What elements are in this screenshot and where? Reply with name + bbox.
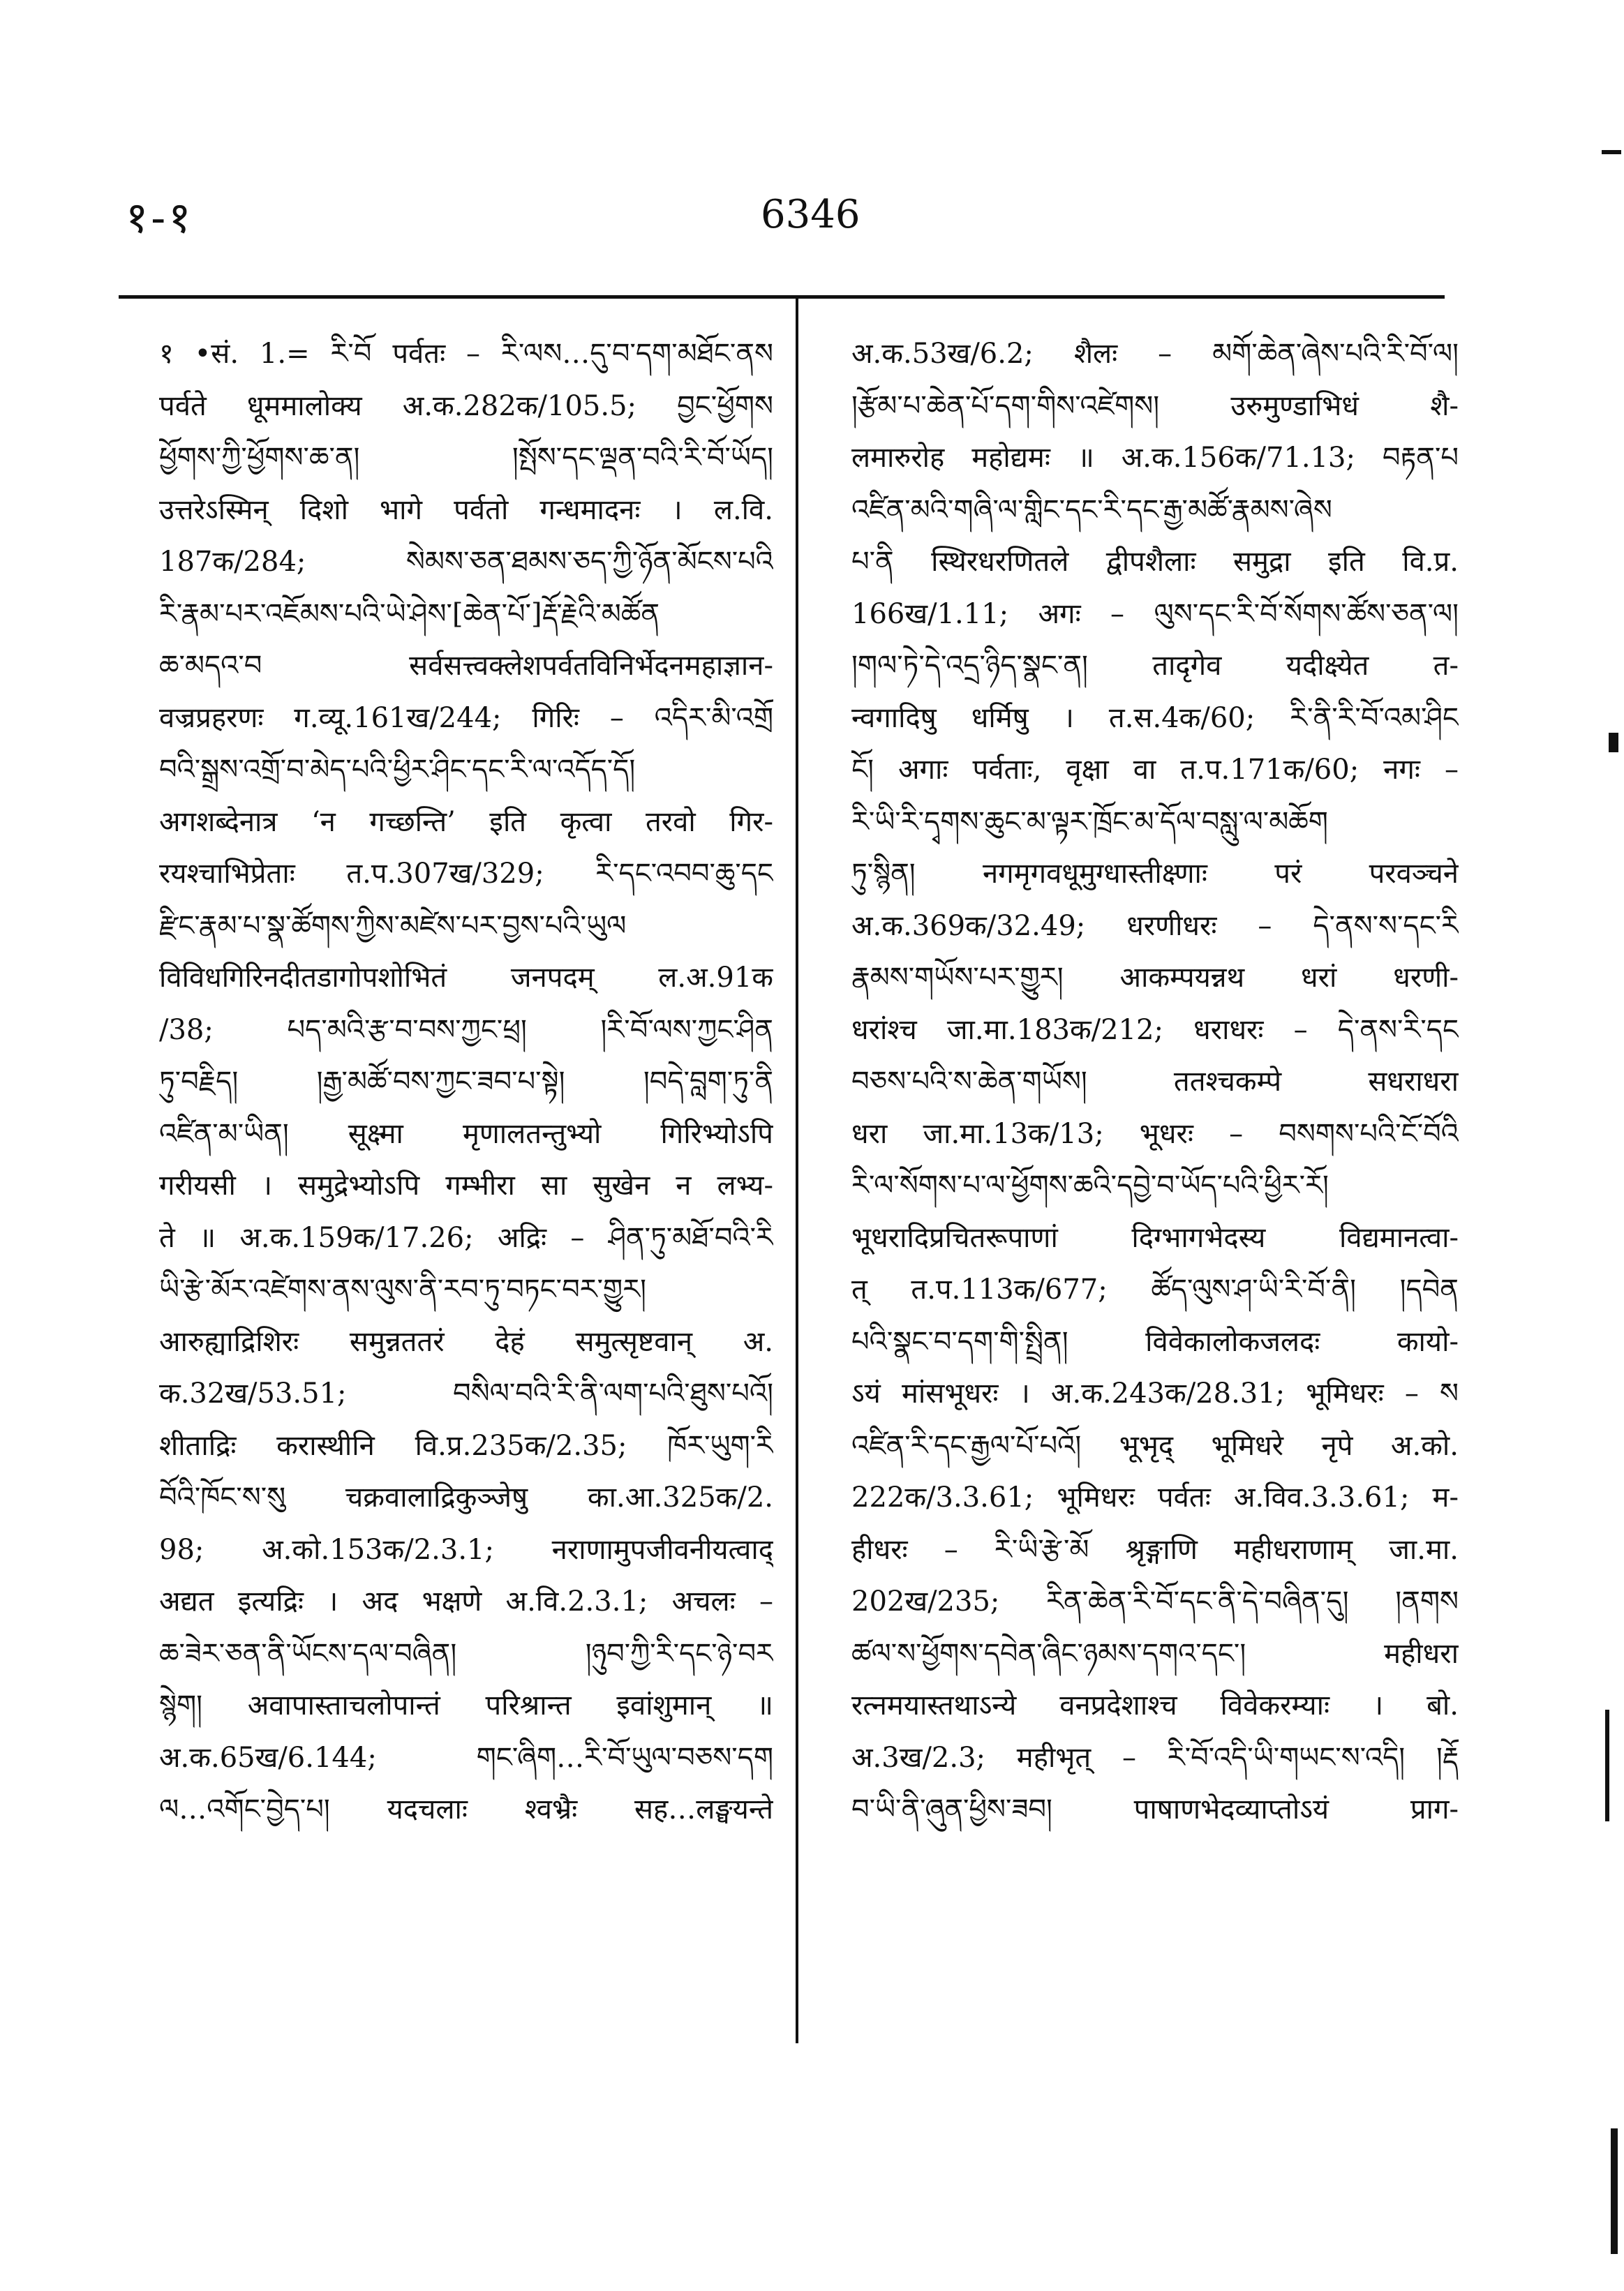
- text-line: 98; अ.को.153क/2.3.1; नराणामुपजीवनीयत्वाद्: [159, 1533, 773, 1566]
- text-line: अद्यत इत्यद्रिः । अद भक्षणे अ.वि.2.3.1; अचलः –: [159, 1585, 773, 1618]
- header-rule: [119, 295, 1445, 299]
- text-line: 222क/3.3.61; भूमिधरः पर्वतः अ.विव.3.3.61; म-: [851, 1482, 1459, 1514]
- text-line: रयश्चाभिप्रेताः त.प.307ख/329; རི་དང་འབབ་ཆུ་དང: [159, 858, 773, 890]
- text-line: अ.क.53ख/6.2; शैलः – མགོ་ཆེན་ཞེས་པའི་རི་བོ་ལ།: [851, 338, 1459, 370]
- text-line: པ་ནི स्थिरधरणितले द्वीपशैलाः समुद्रा इति वि.प्र.: [851, 546, 1459, 578]
- text-line: ཡི་རྩེ་མོར་འཛེགས་ནས་ལུས་ནི་རབ་ཏུ་བཏང་བར་གྱུར།: [159, 1274, 646, 1306]
- text-line: །རྩོམ་པ་ཆེན་པོ་དག་གིས་འཛེགས། उरुमुण्डाभिधं शै-: [851, 389, 1459, 422]
- text-line: 187क/284; སེམས་ཅན་ཐམས་ཅད་ཀྱི་ཉོན་མོངས་པའི: [159, 546, 773, 578]
- text-line: १ •सं. 1.= རི་བོ पर्वतः – རི་ལས…དུ་བ་དག་མཐོང་ནས: [159, 338, 773, 370]
- text-line: ཚལ་ས་ཕྱོགས་དབེན་ཞིང་ཉམས་དགའ་དང་། महीधरा: [851, 1637, 1459, 1670]
- text-line: 166ख/1.11; अगः – ལུས་དང་རི་བོ་སོགས་ཚོས་ཅན་ལ།: [851, 597, 1459, 630]
- text-line: ते ॥ अ.क.159क/17.26; अद्रिः – ཤིན་ཏུ་མཐོ་བའི་རི: [159, 1221, 773, 1254]
- text-line: ཆ་ཟེར་ཅན་ནི་ཡོངས་དལ་བཞིན། །ཉུབ་ཀྱི་རི་དང་ཉེ་བར: [159, 1637, 773, 1670]
- text-line: /38; པད་མའི་རྩ་བ་བས་ཀྱང་ཕྲ། །རི་བོ་ལས་ཀྱང་ཤིན: [159, 1013, 773, 1046]
- text-line: རི་ལ་སོགས་པ་ལ་ཕྱོགས་ཆའི་དབྱེ་བ་ཡོད་པའི་ཕྱིར་རོ།: [851, 1170, 1329, 1202]
- text-line: བའི་སྒྲས་འགྲོ་བ་མེད་པའི་ཕྱིར་ཤིང་དང་རི་ལ་འདོད་དོ།: [159, 754, 636, 786]
- text-line: སྙེག། अवापास्ताचलोपान्तं परिश्रान्त इवांशुमान् ॥: [159, 1689, 773, 1722]
- text-line: लमारुरोह महोद्यमः ॥ अ.क.156क/71.13; བརྟན་པ: [851, 442, 1459, 474]
- text-line: རི་ཡི་རི་དྭགས་ཆུང་མ་ལྟར་ཁྲོང་མ་དོལ་བསླུ་ལ་མཆོག: [851, 805, 1328, 838]
- text-line: འཛིན་རི་དང་རྒྱལ་པོ་པའོ། भूभृद् भूमिधरे नृपे अ.को.: [851, 1429, 1459, 1462]
- text-line: विविधगिरिनदीतडागोपशोभितं जनपदम् ल.अ.91क: [159, 962, 773, 994]
- header-page-range: १-१: [126, 192, 194, 243]
- text-line: न्वगादिषु धर्मिषु । त.स.4क/60; རི་ནི་རི་བོ་འམ་ཤིང: [851, 701, 1459, 734]
- text-line: शीताद्रिः करास्थीनि वि.प्र.235क/2.35; ཁོར་ཡུག་རི: [159, 1429, 773, 1462]
- text-line: 202ख/235; རིན་ཆེན་རི་བོ་དང་ནི་དེ་བཞིན་དུ། །ནགས: [851, 1585, 1459, 1618]
- text-line: རྫིང་རྣམ་པ་སྣ་ཚོགས་ཀྱིས་མཛེས་པར་བྱས་པའི་ཡུལ: [159, 909, 627, 942]
- text-line: क.32ख/53.51; བསིལ་བའི་རི་ནི་ལག་པའི་ཐུས་པའོ།: [159, 1378, 773, 1410]
- text-line: अ.3ख/2.3; महीभृत् – རི་བོ་འདི་ཡི་གཡང་ས་འདི། །རྡོ: [851, 1741, 1459, 1774]
- scan-edge-mark: [1609, 733, 1618, 752]
- text-line: བོའི་ཁོང་ས་སུ चक्रवालाद्रिकुञ्जेषु का.आ.325क/2.: [159, 1482, 773, 1514]
- text-line: पर्वते धूममालोक्य अ.क.282क/105.5; བྱང་ཕྱོགས: [159, 389, 773, 422]
- text-line: ཏུ་སྙིན། नगमृगवधूमुग्धास्तीक्ष्णाः परं परवञ्चने: [851, 858, 1459, 890]
- right-column: [851, 328, 1459, 1836]
- text-line: गरीयसी । समुद्रेभ्योऽपि गम्भीरा सा सुखेन न लभ्य-: [159, 1170, 773, 1202]
- text-line: त् त.प.113क/677; ཚོད་ལུས་ཤ་ཡི་རི་བོ་ནི། །དབེན: [851, 1274, 1459, 1306]
- text-line: འཛིན་མའི་གཞི་ལ་གླིང་དང་རི་དང་རྒྱ་མཚོ་རྣམས་ཞེས: [851, 493, 1332, 526]
- scan-edge-mark: [1611, 2128, 1618, 2254]
- text-line: धरा जा.मा.13क/13; भूधरः – བསགས་པའི་ངོ་བོའི: [851, 1117, 1459, 1150]
- text-line: रत्नमयास्तथाऽन्ये वनप्रदेशाश्च विवेकरम्याः । बो.: [851, 1689, 1459, 1722]
- text-line: བ་ཡི་ནི་ཞུན་ཕྱིས་ཟབ། पाषाणभेदव्याप्तोऽयं प्राग-: [851, 1793, 1459, 1826]
- text-line: རི་རྣམ་པར་འཇོམས་པའི་ཡེ་ཤེས་[ཆེན་པོ་]རྡོ་རྗེའི་མཚོན: [159, 597, 660, 630]
- text-line: हीधरः – རི་ཡི་རྩེ་མོ श्रृङ्गाणि महीधराणाम् जा.मा.: [851, 1533, 1459, 1566]
- text-line: ཕྱོགས་ཀྱི་ཕྱོགས་ཆ་ན། །སྤོས་དང་ལྡན་བའི་རི་བོ་ཡོད།: [159, 442, 773, 474]
- text-line: ལ…འགོང་བྱེད་པ། यदचलाः श्वभ्रैः सह…लङ्घयन्ते: [159, 1793, 773, 1826]
- text-line: अ.क.65ख/6.144; གང་ཞིག…རི་བོ་ཡུལ་བཅས་དག: [159, 1741, 773, 1774]
- scan-edge-mark: [1602, 150, 1621, 154]
- text-line: वज्रप्रहरणः ग.व्यू.161ख/244; गिरिः – འདིར་མི་འགྲོ: [159, 701, 773, 734]
- text-line: धरांश्च जा.मा.183क/212; धराधरः – དེ་ནས་རི་དང: [851, 1013, 1459, 1046]
- scan-edge-mark: [1605, 1710, 1609, 1821]
- text-line: अ.क.369क/32.49; धरणीधरः – དེ་ནས་ས་དང་རི: [851, 909, 1459, 942]
- left-column: [159, 328, 773, 1836]
- column-divider: [796, 299, 798, 2043]
- text-line: འཛིན་མ་ཡིན། सूक्ष्मा मृणालतन्तुभ्यो गिरिभ्योऽपि: [159, 1117, 773, 1150]
- text-line: आरुह्याद्रिशिरः समुन्नततरं देहं समुत्सृष्टवान् अ.: [159, 1325, 773, 1358]
- page-number: 6346: [761, 192, 861, 237]
- text-line: ཏུ་བརྗིད། །རྒྱ་མཚོ་བས་ཀྱང་ཟབ་པ་སྟེ། །བདེ་བླག་ཏུ་ནི: [159, 1066, 773, 1098]
- text-line: ངོ། अगाः पर्वताः, वृक्षा वा त.प.171क/60; नगः –: [851, 754, 1459, 786]
- text-line: उत्तरेऽस्मिन् दिशो भागे पर्वतो गन्धमादनः । ल.वि.: [159, 493, 773, 526]
- text-line: །གལ་ཏེ་དེ་འདྲ་ཉིད་སྣང་ན། तादृगेव यदीक्ष्येत त-: [851, 650, 1459, 682]
- text-line: བཅས་པའི་ས་ཆེན་གཡོས། ततश्चकम्पे सधराधरा: [851, 1066, 1459, 1098]
- text-line: ऽयं मांसभूधरः । अ.क.243क/28.31; भूमिधरः – ས: [851, 1378, 1459, 1410]
- text-line: अगशब्देनात्र ‘न गच्छन्ति’ इति कृत्वा तरवो गिर-: [159, 805, 773, 838]
- text-line: པའི་སྣང་བ་དག་གི་སྤྲིན། विवेकालोकजलदः कायो-: [851, 1325, 1459, 1358]
- text-line: རྣམས་གཡོས་པར་གྱུར། आकम्पयन्नथ धरां धरणी-: [851, 962, 1459, 994]
- text-line: ཆ་མདའ་བ सर्वसत्त्वक्लेशपर्वतविनिर्भेदनमहाज्ञान-: [159, 650, 773, 682]
- text-line: भूधरादिप्रचितरूपाणां दिग्भागभेदस्य विद्यमानत्वा-: [851, 1221, 1459, 1254]
